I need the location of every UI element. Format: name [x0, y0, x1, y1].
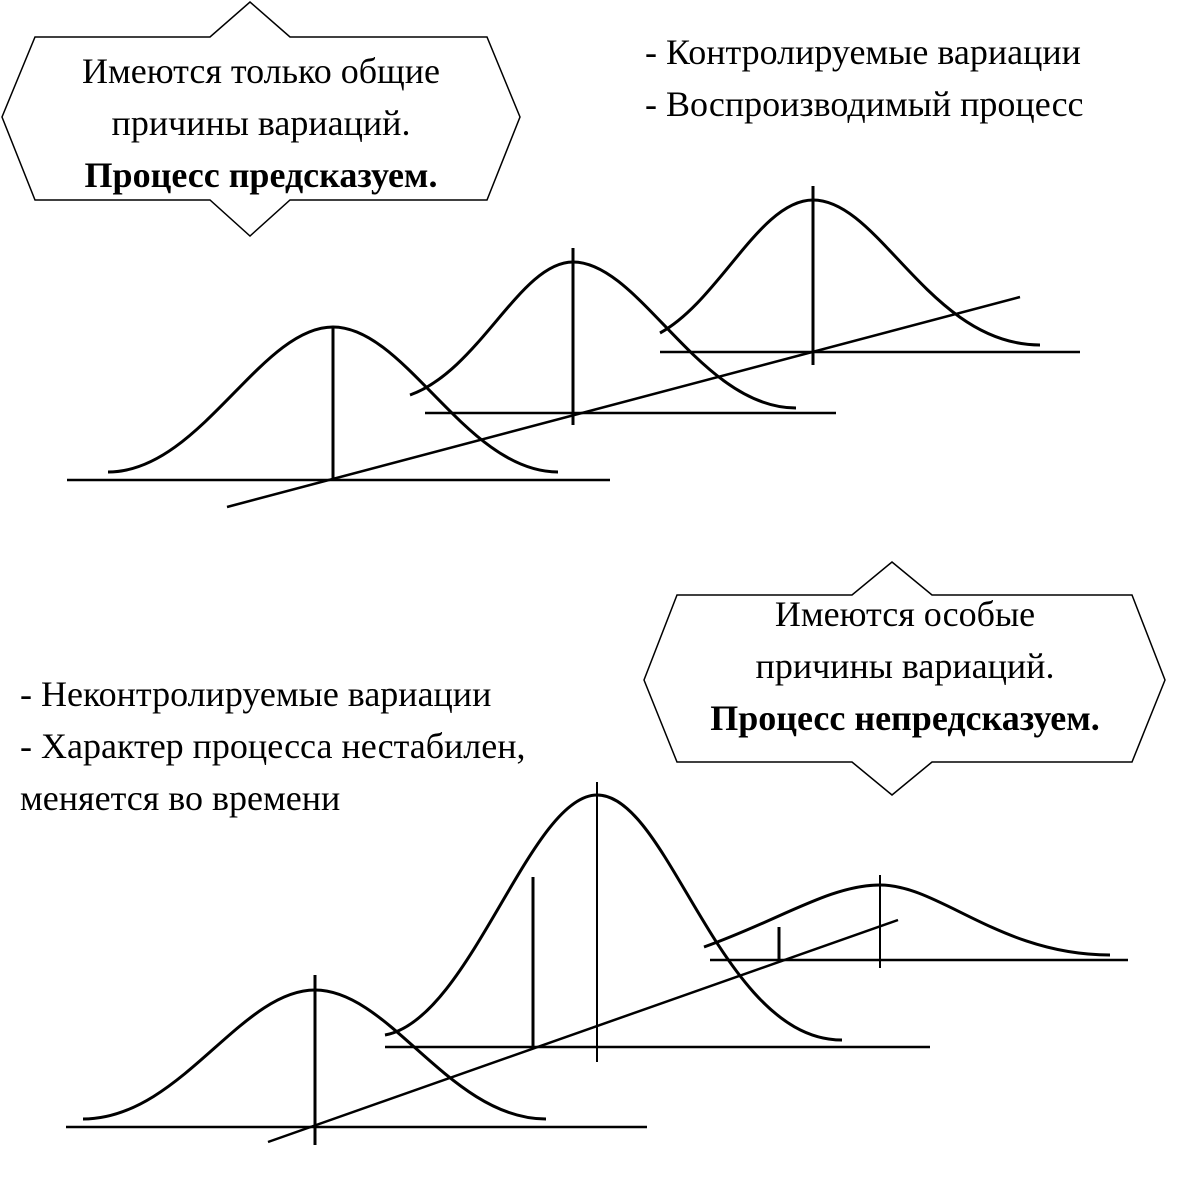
top-bullet-1: - Контролируемые вариации	[645, 32, 1081, 72]
bottom-callout-line-3: Процесс непредсказуем.	[710, 698, 1100, 738]
bottom-curve-3	[704, 885, 1110, 955]
bottom-callout-line-2: причины вариаций.	[755, 646, 1055, 686]
top-callout-line-3: Процесс предсказуем.	[84, 155, 438, 195]
bottom-bullet-1: - Неконтролируемые вариации	[20, 674, 492, 714]
bottom-bullet-2: - Характер процесса нестабилен,	[20, 726, 526, 766]
bottom-bullet-3: меняется во времени	[20, 778, 341, 818]
bottom-callout	[660, 588, 1150, 744]
top-callout-line-2: причины вариаций.	[111, 103, 411, 143]
top-callout	[35, 45, 487, 201]
bottom-bell-curves	[66, 782, 1128, 1145]
top-bullet-list	[645, 26, 1084, 130]
bottom-bullet-list	[20, 668, 526, 824]
top-curve-3	[660, 200, 1040, 345]
top-callout-line-1: Имеются только общие	[82, 51, 440, 91]
bottom-callout-line-1: Имеются особые	[774, 594, 1036, 634]
top-bell-curves	[67, 186, 1080, 507]
top-curve-2	[410, 262, 796, 408]
top-bullet-2: - Воспроизводимый процесс	[645, 84, 1084, 124]
